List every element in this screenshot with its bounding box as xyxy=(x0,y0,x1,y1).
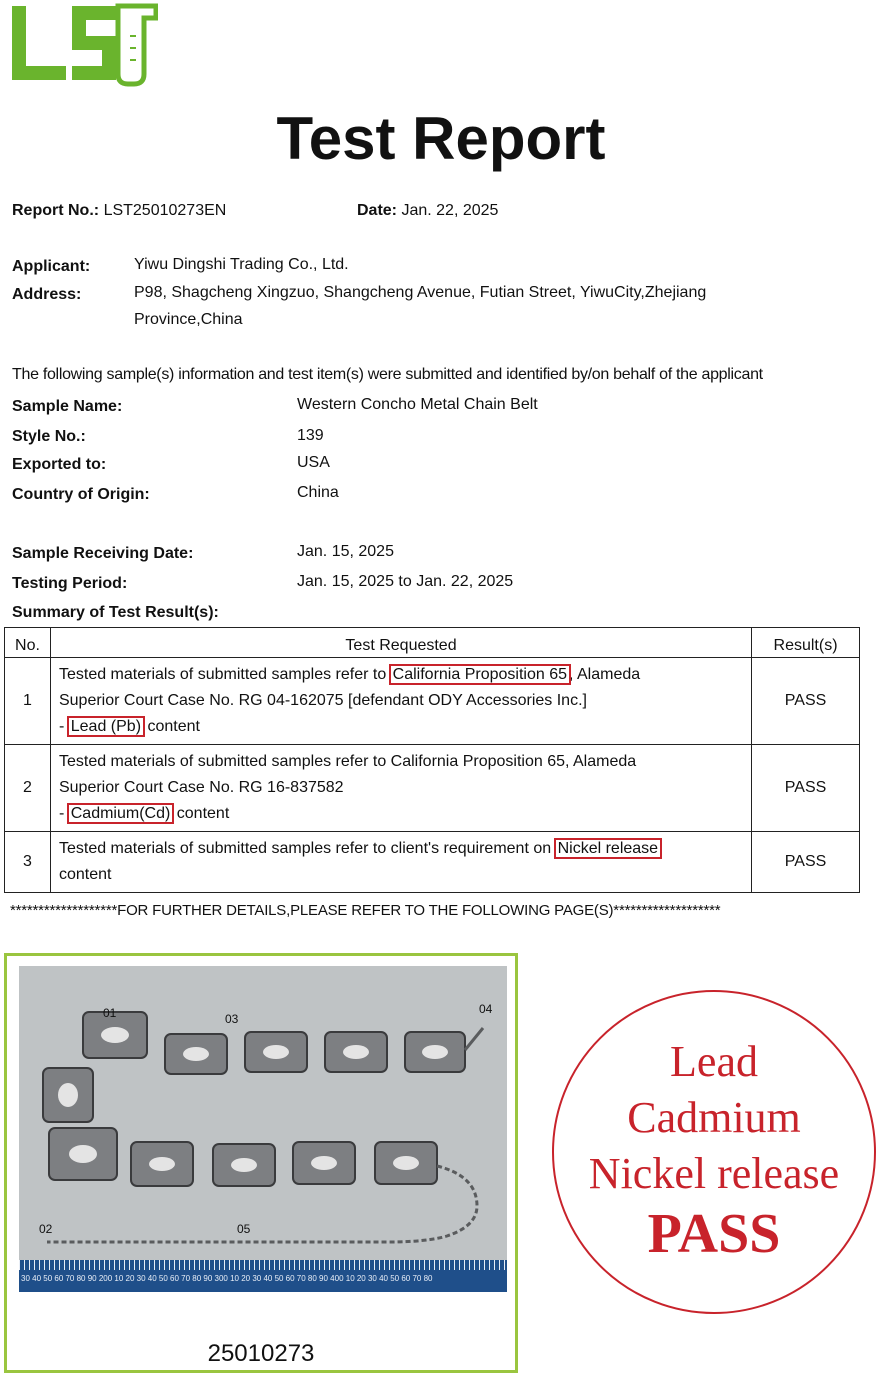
table-header-row xyxy=(5,628,860,658)
row-text: Tested materials of submitted samples refer to California Proposition 65, Alameda xyxy=(58,753,637,770)
table-row xyxy=(5,658,860,745)
row-result: PASS xyxy=(752,832,860,893)
stamp-nickel: Nickel release xyxy=(588,1149,840,1198)
row-no: 1 xyxy=(5,658,51,745)
report-date-value: Jan. 22, 2025 xyxy=(401,202,499,219)
ruler-scale: 30 40 50 60 70 80 90 200 10 20 30 40 50 60 70 80 90 300 10 20 30 40 50 60 70 80 90 400 10 20 30 40 50 60 70 80 xyxy=(21,1274,433,1283)
table-row xyxy=(5,832,860,893)
table-row xyxy=(5,745,860,832)
sample-name-label: Sample Name: xyxy=(12,398,123,415)
origin-value: China xyxy=(297,484,339,501)
pass-stamp xyxy=(552,990,876,1314)
summary-label: Summary of Test Result(s): xyxy=(12,604,219,621)
further-details-note: *******************FOR FURTHER DETAILS,PLEASE REFER TO THE FOLLOWING PAGE(S)******************* xyxy=(10,902,721,919)
row-no: 2 xyxy=(5,745,51,832)
receiving-date-label: Sample Receiving Date: xyxy=(12,545,194,562)
marker-02: 02 xyxy=(39,1222,53,1236)
highlight-lead: Lead (Pb) xyxy=(70,718,142,735)
report-date xyxy=(357,202,498,220)
address-line-2: Province,China xyxy=(134,311,243,328)
marker-03: 03 xyxy=(225,1012,239,1026)
row-test xyxy=(50,832,751,893)
report-number-label: Report No.: xyxy=(12,202,100,219)
row-test xyxy=(50,658,751,745)
row-text: , Alameda xyxy=(569,666,641,683)
report-number-value: LST25010273EN xyxy=(103,202,227,219)
header-test: Test Requested xyxy=(50,628,751,658)
style-no-label: Style No.: xyxy=(12,428,86,445)
row-text: - xyxy=(58,718,69,735)
marker-04: 04 xyxy=(479,1002,493,1016)
row-result: PASS xyxy=(752,658,860,745)
measuring-ruler xyxy=(19,1260,507,1292)
row-text: content xyxy=(58,866,112,883)
row-text: - xyxy=(58,805,69,822)
address-line-1: P98, Shagcheng Xingzuo, Shangcheng Avenue, Futian Street, YiwuCity,Zhejiang xyxy=(134,284,707,301)
testing-period-label: Testing Period: xyxy=(12,575,128,592)
marker-01: 01 xyxy=(103,1006,117,1020)
belt-illustration xyxy=(19,966,507,1260)
report-date-label: Date: xyxy=(357,202,398,219)
marker-05: 05 xyxy=(237,1222,251,1236)
sample-number: 25010273 xyxy=(207,1340,315,1367)
row-text: Tested materials of submitted samples refer to client's requirement on xyxy=(58,840,556,857)
highlight-nickel: Nickel release xyxy=(557,840,659,857)
row-text: content xyxy=(143,718,200,735)
address-label: Address: xyxy=(12,286,82,303)
applicant-label: Applicant: xyxy=(12,258,91,275)
row-text: content xyxy=(172,805,230,822)
row-result: PASS xyxy=(752,745,860,832)
sample-photo-frame xyxy=(4,953,518,1373)
row-no: 3 xyxy=(5,832,51,893)
style-no-value: 139 xyxy=(297,427,324,444)
highlight-cadmium: Cadmium(Cd) xyxy=(70,805,171,822)
sample-photo xyxy=(19,966,507,1292)
stamp-pass: PASS xyxy=(647,1203,781,1265)
applicant-value: Yiwu Dingshi Trading Co., Ltd. xyxy=(134,256,349,273)
highlight-prop65: California Proposition 65 xyxy=(392,666,567,683)
report-title: Test Report xyxy=(276,105,606,172)
origin-label: Country of Origin: xyxy=(12,486,150,503)
lst-logo xyxy=(10,2,158,88)
testing-period-value: Jan. 15, 2025 to Jan. 22, 2025 xyxy=(297,573,514,590)
header-result: Result(s) xyxy=(752,628,860,658)
row-test xyxy=(50,745,751,832)
stamp-lead: Lead xyxy=(670,1037,758,1086)
exported-value: USA xyxy=(297,454,330,471)
intro-text: The following sample(s) information and test item(s) were submitted and identified by/on behalf of the applicant xyxy=(12,366,763,383)
row-text: Superior Court Case No. RG 16-837582 xyxy=(58,779,344,796)
exported-label: Exported to: xyxy=(12,456,107,473)
row-text: Tested materials of submitted samples refer to xyxy=(58,666,391,683)
report-number xyxy=(12,202,226,220)
results-table xyxy=(4,627,860,893)
stamp-cadmium: Cadmium xyxy=(627,1093,801,1142)
receiving-date-value: Jan. 15, 2025 xyxy=(297,543,394,560)
row-text: Superior Court Case No. RG 04-162075 [defendant ODY Accessories Inc.] xyxy=(58,692,587,709)
header-no: No. xyxy=(5,628,51,658)
sample-name-value: Western Concho Metal Chain Belt xyxy=(297,396,538,413)
